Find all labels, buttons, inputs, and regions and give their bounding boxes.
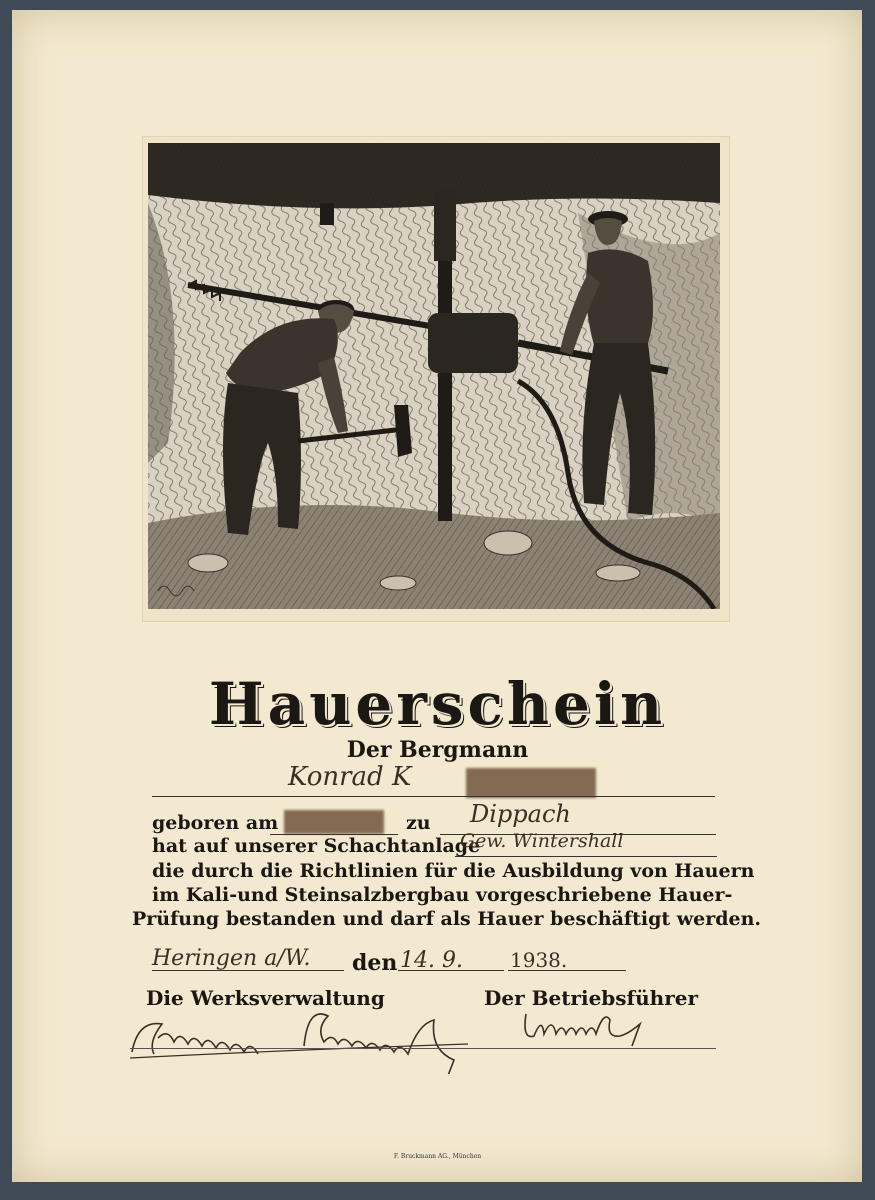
miner-name: Konrad K xyxy=(288,762,412,792)
mine-label: hat auf unserer Schachtanlage xyxy=(152,835,481,857)
printer-imprint: F. Bruckmann AG., München xyxy=(393,1153,482,1160)
year-underline xyxy=(508,970,626,971)
miners-etching xyxy=(148,143,720,609)
mine-underline xyxy=(455,856,717,857)
left-signatory-label: Die Werksverwaltung xyxy=(146,986,385,1010)
city-underline xyxy=(152,970,344,971)
born-label: geboren am xyxy=(152,812,279,834)
right-signature xyxy=(520,1006,680,1054)
redaction-surname xyxy=(466,768,596,798)
place-label: zu xyxy=(406,812,431,834)
mine-name: Gew. Wintershall xyxy=(460,830,624,852)
body-line-2: im Kali-und Steinsalzbergbau vorgeschriebene Hauer- xyxy=(152,884,733,906)
right-signatory-label: Der Betriebsführer xyxy=(484,986,699,1010)
name-underline xyxy=(152,796,715,797)
signature-line xyxy=(130,1048,716,1049)
redaction-birthdate xyxy=(284,810,384,834)
issue-date: 14. 9. xyxy=(400,948,463,973)
date-underline xyxy=(398,970,504,971)
issue-year: 1938. xyxy=(510,948,568,972)
issue-city: Heringen a/W. xyxy=(152,946,311,971)
birthplace: Dippach xyxy=(470,800,571,828)
certificate-subtitle: Der Bergmann xyxy=(346,737,529,763)
certificate-title: Hauerschein xyxy=(208,670,667,738)
body-line-3: Prüfung bestanden und darf als Hauer beschäftigt werden. xyxy=(132,908,762,930)
left-signature xyxy=(128,1002,488,1074)
date-label: den xyxy=(352,950,398,976)
body-line-1: die durch die Richtlinien für die Ausbildung von Hauern xyxy=(152,860,755,882)
